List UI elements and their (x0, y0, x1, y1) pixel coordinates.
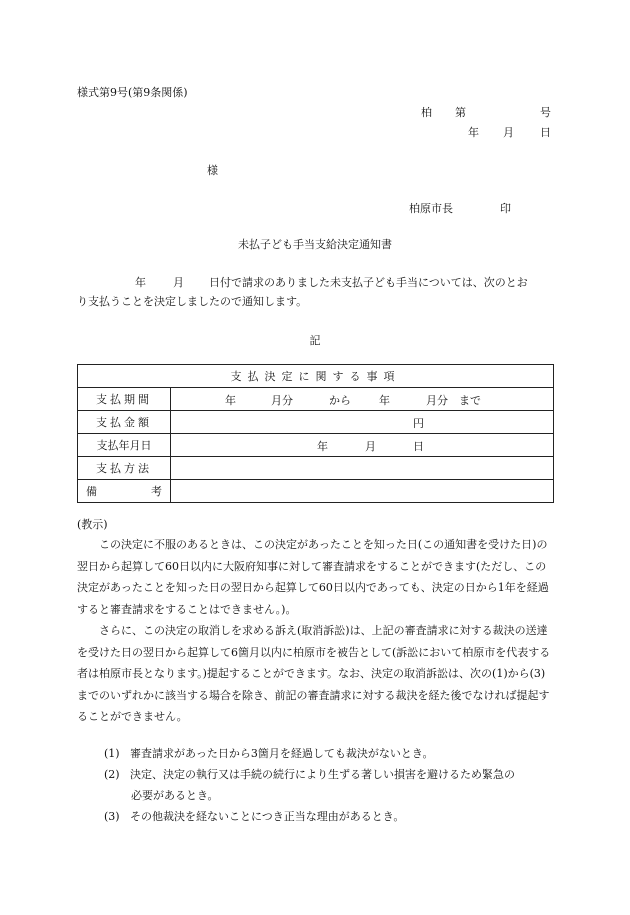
issuer-name: 柏原市長 (409, 202, 453, 215)
amount-unit: 円 (413, 417, 424, 430)
issue-date-month: 月 (503, 126, 514, 139)
notice-item-3 (104, 808, 404, 824)
paydate-day: 日 (413, 440, 424, 453)
period-value (171, 388, 554, 411)
table-row (78, 457, 554, 480)
table-header-row (78, 365, 554, 388)
payment-decision-table (77, 364, 554, 503)
ki-heading: 記 (309, 334, 321, 347)
seal-mark: 印 (500, 202, 511, 215)
intro-line1: 日付で請求のありました未支払子ども手当については、次のとお (209, 276, 528, 289)
item-number: (2) (104, 768, 120, 781)
period-month2: 月分 (426, 394, 448, 407)
remarks-value (171, 480, 554, 503)
remarks-label: 備考 (78, 480, 171, 503)
intro-month: 月 (173, 276, 184, 289)
amount-label: 支払金額 (78, 411, 171, 434)
paydate-year: 年 (317, 440, 328, 453)
period-from: から (329, 394, 351, 407)
paydate-month: 月 (365, 440, 376, 453)
item-text: 決定、決定の執行又は手続の続行により生ずる著しい損害を避けるため緊急の (130, 768, 515, 781)
table-row (78, 434, 554, 457)
item-text: 審査請求があった日から3箇月を経過しても裁決がないとき。 (130, 747, 434, 760)
table-row (78, 388, 554, 411)
method-value (171, 457, 554, 480)
table-row (78, 480, 554, 503)
notice-paragraph-2: さらに、この決定の取消しを求める訴え(取消訴訟)は、上記の審査請求に対する裁決の送達を受けた日の翌日から起算して6箇月以内に柏原市を被告として(訴訟において柏原市を代表する者は柏原市長となります。)提起することができます。なお、決定の取消訴訟は、次の(1)から(3)までのいずれかに該当する場合を除き、前記の審査請求に対する裁決を経た後でなければ提起することができません。 (77, 624, 551, 723)
item-text: その他裁決を経ないことにつき正当な理由があるとき。 (130, 810, 405, 823)
notice-item-2-continued: 必要があるとき。 (131, 789, 219, 802)
addressee-suffix: 様 (207, 164, 218, 177)
doc-number-gou: 号 (540, 106, 551, 119)
table-header: 支払決定に関する事項 (78, 365, 554, 388)
intro-year: 年 (135, 276, 146, 289)
notice-paragraph-1: この決定に不服のあるときは、この決定があったことを知った日(この通知書を受けた日)の翌日から起算して60日以内に大阪府知事に対して審査請求をすることができます(ただし、この決定があったことを知った日の翌日から起算して60日以内であっても、決定の日から1年を経過すると審査請求をすることはできません。)。 (77, 538, 549, 616)
amount-value (171, 411, 554, 434)
period-label: 支払期間 (78, 388, 171, 411)
notice-item-1 (104, 745, 433, 761)
paydate-label: 支払年月日 (78, 434, 171, 457)
form-number: 様式第9号(第9条関係) (77, 86, 188, 99)
period-year1: 年 (225, 394, 236, 407)
intro-line2: り支払うことを決定しましたので通知します。 (77, 295, 308, 308)
doc-number-kan: 柏 (421, 106, 432, 119)
period-year2: 年 (379, 394, 390, 407)
issue-date-day: 日 (540, 126, 551, 139)
issue-date-year: 年 (468, 126, 479, 139)
item-number: (3) (104, 810, 120, 823)
notice-heading: (教示) (77, 518, 108, 531)
period-until: まで (459, 394, 481, 407)
notice-item-2 (104, 766, 515, 782)
method-label: 支払方法 (78, 457, 171, 480)
paydate-value (171, 434, 554, 457)
document-title: 未払子ども手当支給決定通知書 (238, 238, 392, 251)
item-number: (1) (104, 747, 120, 760)
period-month1: 月分 (271, 394, 293, 407)
table-row (78, 411, 554, 434)
doc-number-dai: 第 (455, 106, 466, 119)
